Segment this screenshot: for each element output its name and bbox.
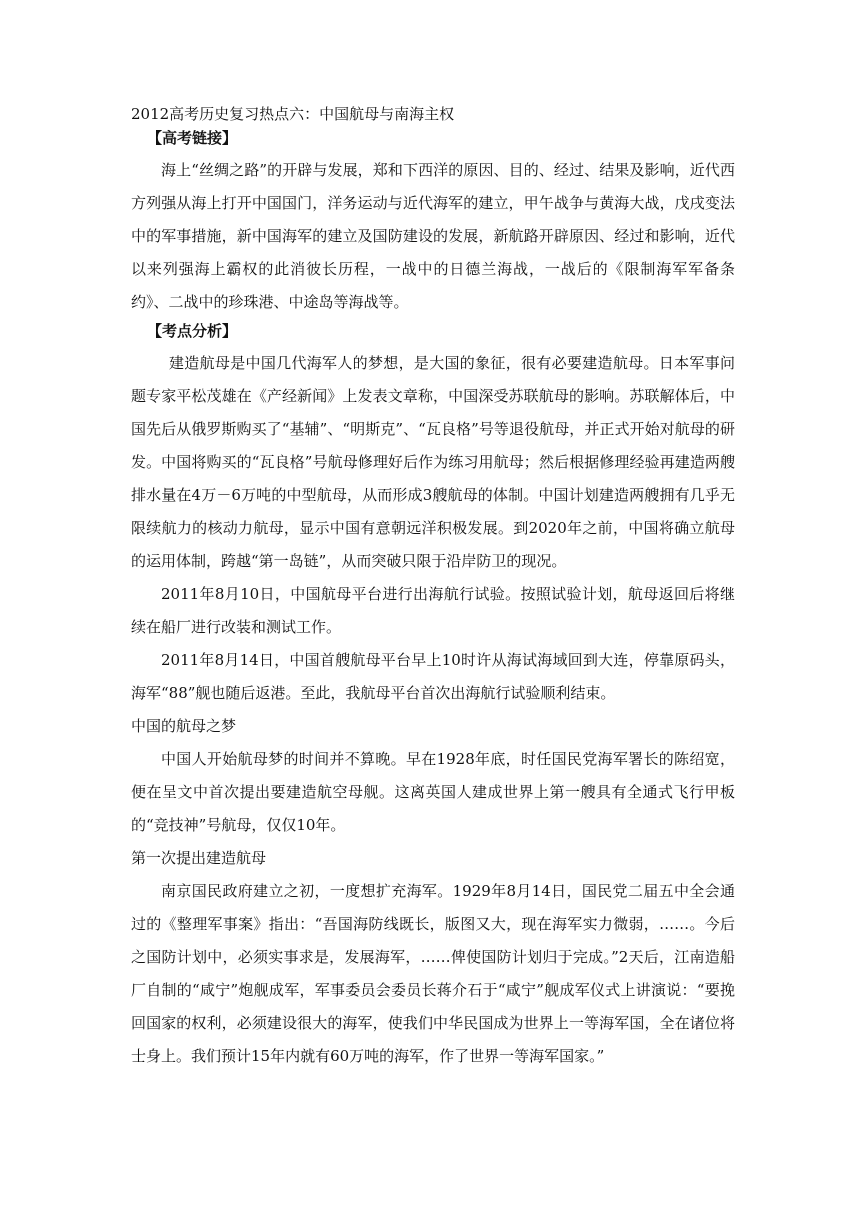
document-title: 2012高考历史复习热点六：中国航母与南海主权	[131, 105, 455, 123]
section-heading-analysis: 【考点分析】	[147, 322, 238, 340]
paragraph-analysis: 建造航母是中国几代海军人的梦想，是大国的象征，很有必要建造航母。日本军事问题专家平松茂雄在《产经新闻》上发表文章称，中国深受苏联航母的影响。苏联解体后，中国先后从俄罗斯购买了“基辅”、“明斯克”、“瓦良格”号等退役航母，并正式开始对航母的研发。中国将购买的“瓦良格”号航母修理好后作为练习用航母；然后根据修理经验再建造两艘排水量在4万－6万吨的中型航母，从而形成3艘航母的体制。中国计划建造两艘拥有几乎无限续航力的核动力航母，显示中国有意朝远洋积极发展。到2020年之前，中国将确立航母的运用体制，跨越“第一岛链”，从而突破只限于沿岸防卫的现况。	[131, 354, 735, 570]
document-page	[131, 96, 735, 1073]
paragraph-exam-link: 海上“丝绸之路”的开辟与发展，郑和下西洋的原因、目的、经过、结果及影响，近代西方列强从海上打开中国国门，洋务运动与近代海军的建立，甲午战争与黄海大战，戊戌变法中的军事措施，新中国海军的建立及国防建设的发展，新航路开辟原因、经过和影响，近代以来列强海上霸权的此消彼长历程，一战中的日德兰海战，一战后的《限制海军军备条约》、二战中的珍珠港、中途岛等海战等。	[131, 161, 735, 311]
paragraph-carrier-dream: 中国人开始航母梦的时间并不算晚。早在1928年底，时任国民党海军署长的陈绍宽，便在呈文中首次提出要建造航空母舰。这离英国人建成世界上第一艘具有全通式飞行甲板的“竞技神”号航母，仅仅10年。	[131, 750, 735, 834]
paragraph-aug-14: 2011年8月14日，中国首艘航母平台早上10时许从海试海域回到大连，停靠原码头，海军“88”舰也随后返港。至此，我航母平台首次出海航行试验顺利结束。	[131, 651, 735, 702]
paragraph-aug-10: 2011年8月10日，中国航母平台进行出海航行试验。按照试验计划，航母返回后将继续在船厂进行改装和测试工作。	[131, 585, 735, 636]
subheading-carrier-dream: 中国的航母之梦	[131, 717, 237, 735]
paragraph-first-proposal: 南京国民政府建立之初，一度想扩充海军。1929年8月14日，国民党二届五中全会通过的《整理军事案》指出：“吾国海防线既长，版图又大，现在海军实力微弱，……。今后之国防计划中，必须实事求是，发展海军，……俾使国防计划归于完成。”2天后，江南造船厂自制的“咸宁”炮舰成军，军事委员会委员长蒋介石于“咸宁”舰成军仪式上讲演说：“要挽回国家的权利，必须建设很大的海军，使我们中华民国成为世界上一等海军国，全在诸位将士身上。我们预计15年内就有60万吨的海军，作了世界一等海军国家。”	[131, 882, 735, 1065]
subheading-first-proposal: 第一次提出建造航母	[131, 849, 267, 867]
section-heading-exam-link: 【高考链接】	[147, 129, 238, 147]
